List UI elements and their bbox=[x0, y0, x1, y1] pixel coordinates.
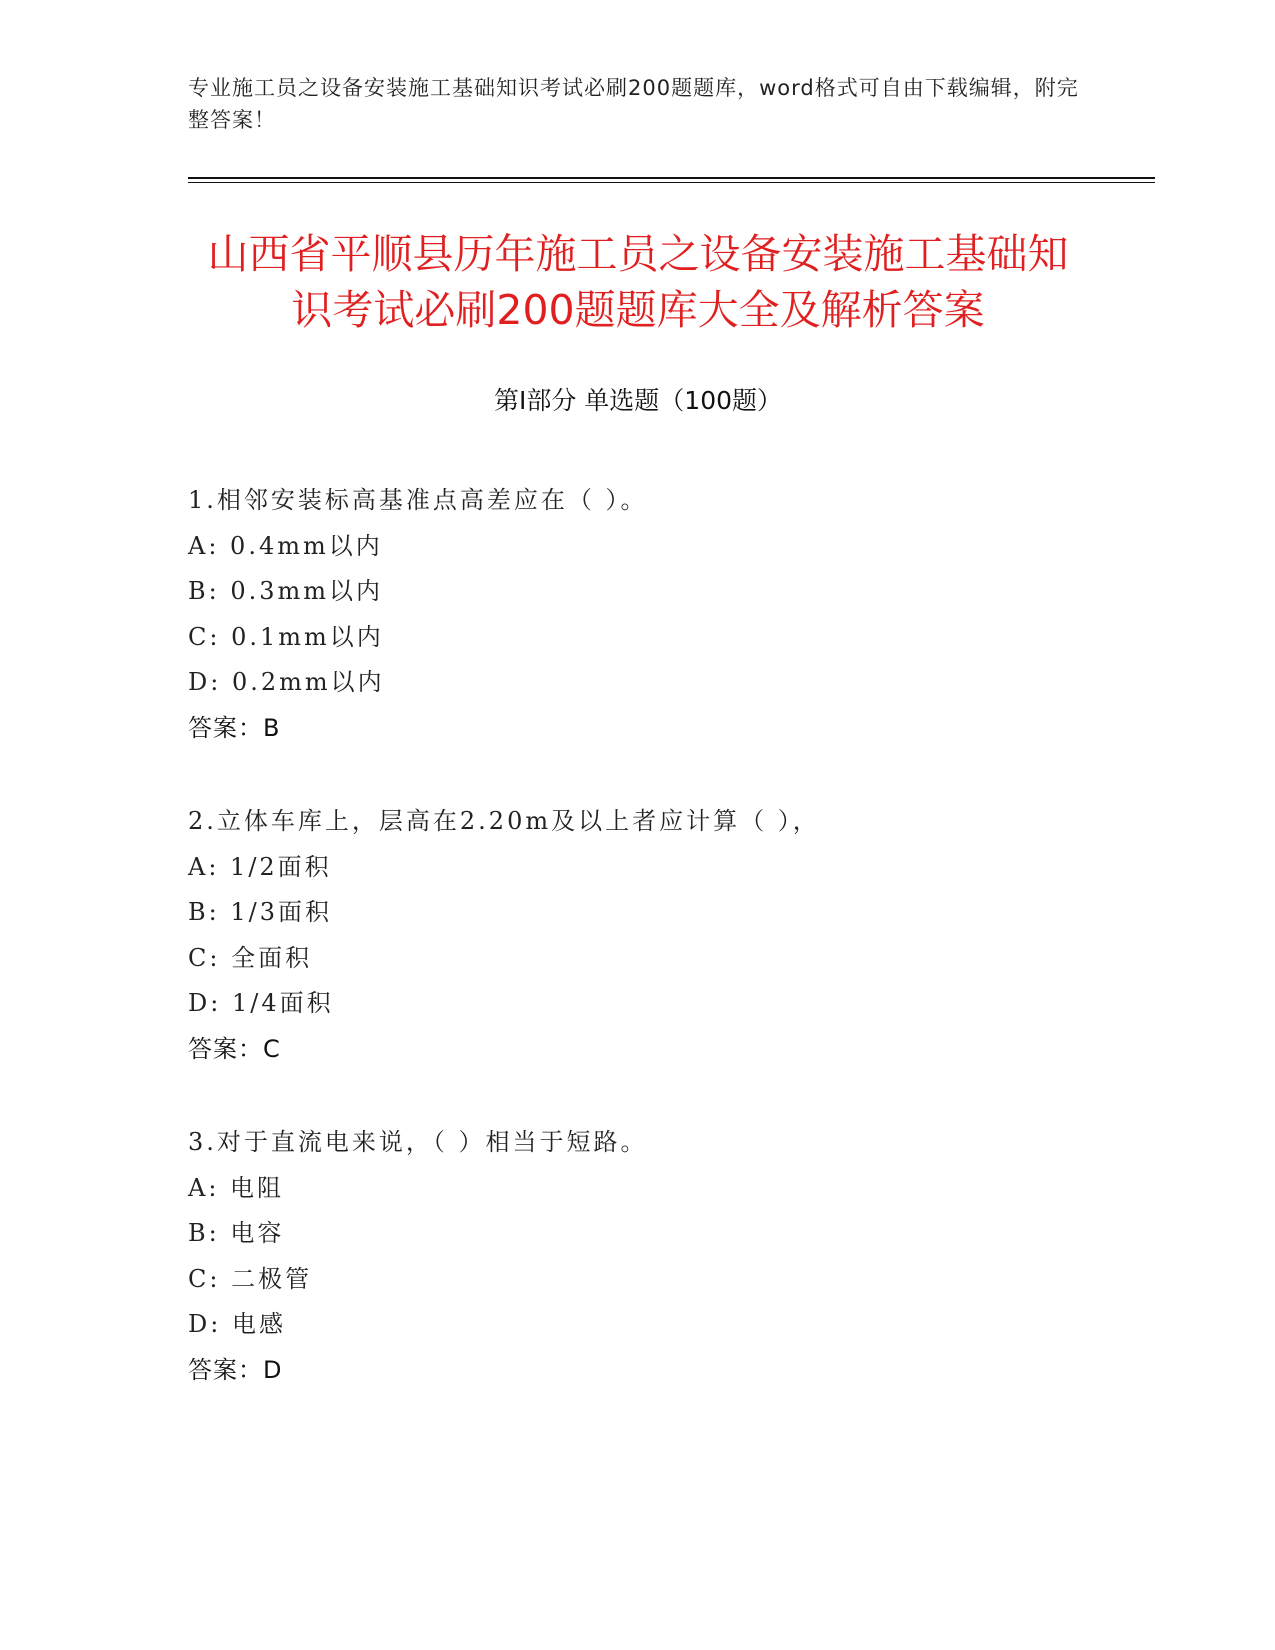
option-a: A: 电阻 bbox=[188, 1173, 285, 1202]
answer-line: 答案：D bbox=[188, 1355, 283, 1384]
option-b: B: 0.3mm以内 bbox=[188, 577, 384, 605]
option-c: C: 全面积 bbox=[188, 943, 313, 972]
header-divider-thin bbox=[188, 182, 1155, 183]
option-b: B: 1/3面积 bbox=[188, 898, 332, 926]
option-d: D: 电感 bbox=[188, 1310, 286, 1338]
option-a: A: 0.4mm以内 bbox=[188, 531, 383, 560]
document-title: 山西省平顺县历年施工员之设备安装施工基础知识考试必刷200题题库大全及解析答案 bbox=[207, 230, 1069, 334]
option-d: D: 1/4面积 bbox=[188, 989, 334, 1017]
question-stem: 3.对于直流电来说，（ ）相当于短路。 bbox=[188, 1128, 648, 1156]
question-item bbox=[188, 1120, 1148, 1393]
question-list bbox=[188, 478, 1148, 1441]
question-item bbox=[188, 799, 1148, 1072]
section-title: 第Ⅰ部分 单选题（100题） bbox=[493, 386, 783, 415]
option-c: C: 二极管 bbox=[188, 1264, 313, 1293]
question-item bbox=[188, 478, 1148, 751]
answer-line: 答案：B bbox=[188, 713, 281, 742]
option-a: A: 1/2面积 bbox=[188, 852, 332, 881]
header-divider-thick bbox=[188, 177, 1155, 179]
option-d: D: 0.2mm以内 bbox=[188, 668, 385, 696]
question-stem: 2.立体车库上，层高在2.20m及以上者应计算（ ）， bbox=[188, 807, 820, 835]
question-stem: 1.相邻安装标高基准点高差应在（ ）。 bbox=[188, 486, 648, 514]
answer-line: 答案：C bbox=[188, 1034, 281, 1063]
header-note: 专业施工员之设备安装施工基础知识考试必刷200题题库，word格式可自由下载编辑，附完整答案！ bbox=[188, 76, 1079, 132]
option-c: C: 0.1mm以内 bbox=[188, 622, 384, 651]
option-b: B: 电容 bbox=[188, 1219, 285, 1247]
